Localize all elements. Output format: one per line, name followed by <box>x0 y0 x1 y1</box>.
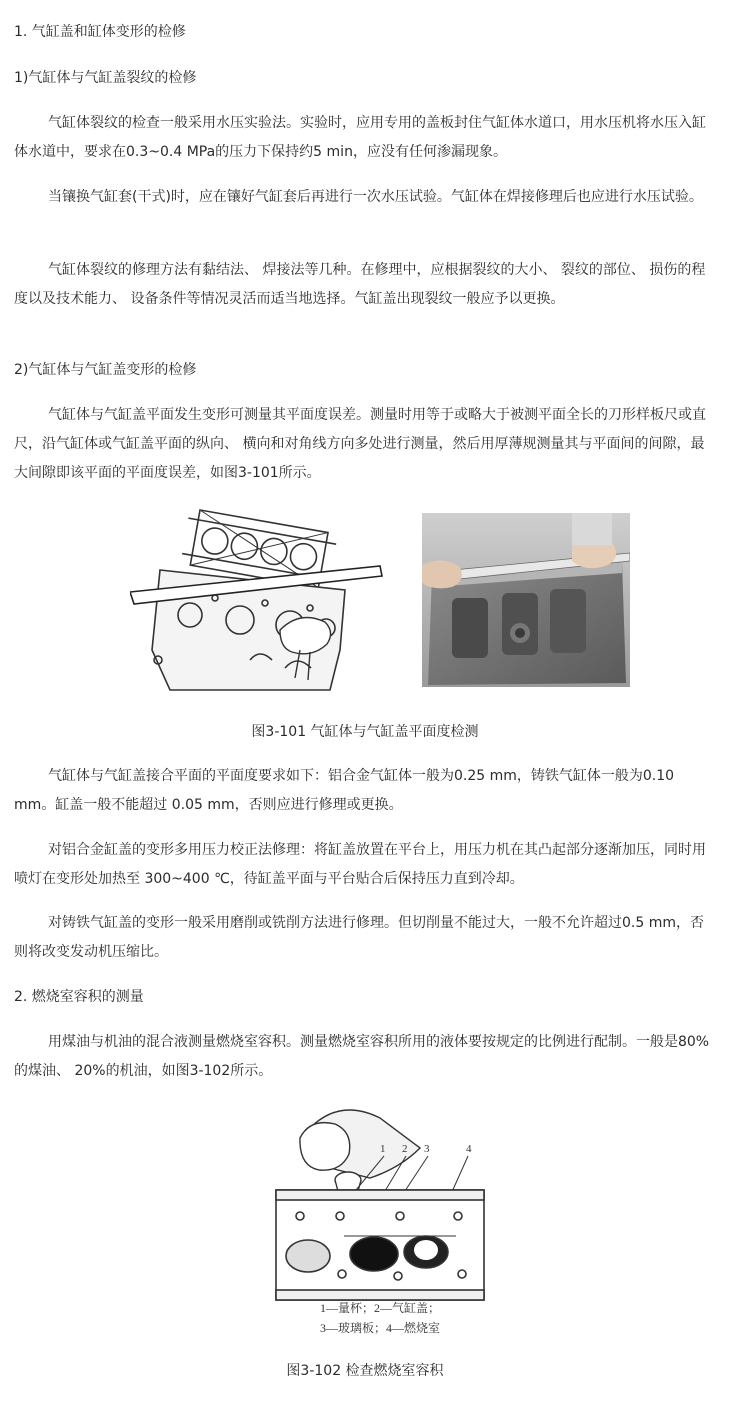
figure-3-101-caption: 图3-101 气缸体与气缸盖平面度检测 <box>251 724 479 740</box>
section-1-2-heading: 2)气缸体与气缸盖变形的检修 <box>14 362 197 378</box>
callout-number: 2 <box>402 1143 408 1155</box>
paragraph-flatness-measurement: 气缸体与气缸盖平面发生变形可测量其平面度误差。测量时用等于或略大于被测平面全长的刀形样板尺或直尺，沿气缸体或气缸盖平面的纵向、 横向和对角线方向多处进行测量，然后用厚薄规测量其与平面间的间隙，最大间隙即该平面的平面度误差，如图3-101所示。 <box>14 407 706 481</box>
figure-3-102-legend-line-2: 3—玻璃板；4—燃烧室 <box>319 1321 441 1335</box>
figure-3-101-drawing <box>130 500 400 698</box>
paragraph-cylinder-liner: 当镶换气缸套(干式)时，应在镶好气缸套后再进行一次水压试验。气缸体在焊接修理后也应进行水压试验。 <box>48 189 703 205</box>
paragraph-hydraulic-test: 气缸体裂纹的检查一般采用水压实验法。实验时，应用专用的盖板封住气缸体水道口，用水压机将水压入缸体水道中，要求在0.3~0.4 MPa的压力下保持约5 min，应没有任何渗漏现象。 <box>14 115 706 160</box>
paragraph-aluminum-head-repair: 对铝合金缸盖的变形多用压力校正法修理：将缸盖放置在平台上，用压力机在其凸起部分逐渐加压，同时用喷灯在变形处加热至 300~400 ℃，待缸盖平面与平台贴合后保持压力直到冷却。 <box>14 842 706 887</box>
figure-3-102-drawing <box>270 1098 490 1342</box>
section-2-heading: 2. 燃烧室容积的测量 <box>14 989 144 1005</box>
paragraph-flatness-requirements: 气缸体与气缸盖接合平面的平面度要求如下：铝合金气缸体一般为0.25 mm，铸铁气缸体一般为0.10 mm。缸盖一般不能超过 0.05 mm，否则应进行修理或更换。 <box>14 768 675 813</box>
paragraph-combustion-volume: 用煤油与机油的混合液测量燃烧室容积。测量燃烧室容积所用的液体要按规定的比例进行配制。一般是80%的煤油、 20%的机油，如图3-102所示。 <box>14 1034 710 1079</box>
paragraph-crack-repair: 气缸体裂纹的修理方法有黏结法、 焊接法等几种。在修理中，应根据裂纹的大小、 裂纹的部位、 损伤的程度以及技术能力、 设备条件等情况灵活而适当地选择。气缸盖出现裂纹一般应予以更换。 <box>14 262 706 307</box>
paragraph-cast-iron-head-repair: 对铸铁气缸盖的变形一般采用磨削或铣削方法进行修理。但切削量不能过大，一般不允许超过0.5 mm，否则将改变发动机压缩比。 <box>14 915 704 960</box>
callout-number: 1 <box>380 1143 386 1155</box>
figure-3-102-caption: 图3-102 检查燃烧室容积 <box>286 1363 444 1379</box>
callout-number: 4 <box>466 1143 472 1155</box>
callout-number: 3 <box>424 1143 430 1155</box>
figure-3-102-legend-line-1: 1—量杯；2—气缸盖； <box>319 1301 441 1315</box>
section-1-1-heading: 1)气缸体与气缸盖裂纹的检修 <box>14 70 197 86</box>
figure-3-101-photo <box>422 513 630 687</box>
section-1-heading: 1. 气缸盖和缸体变形的检修 <box>14 24 186 40</box>
